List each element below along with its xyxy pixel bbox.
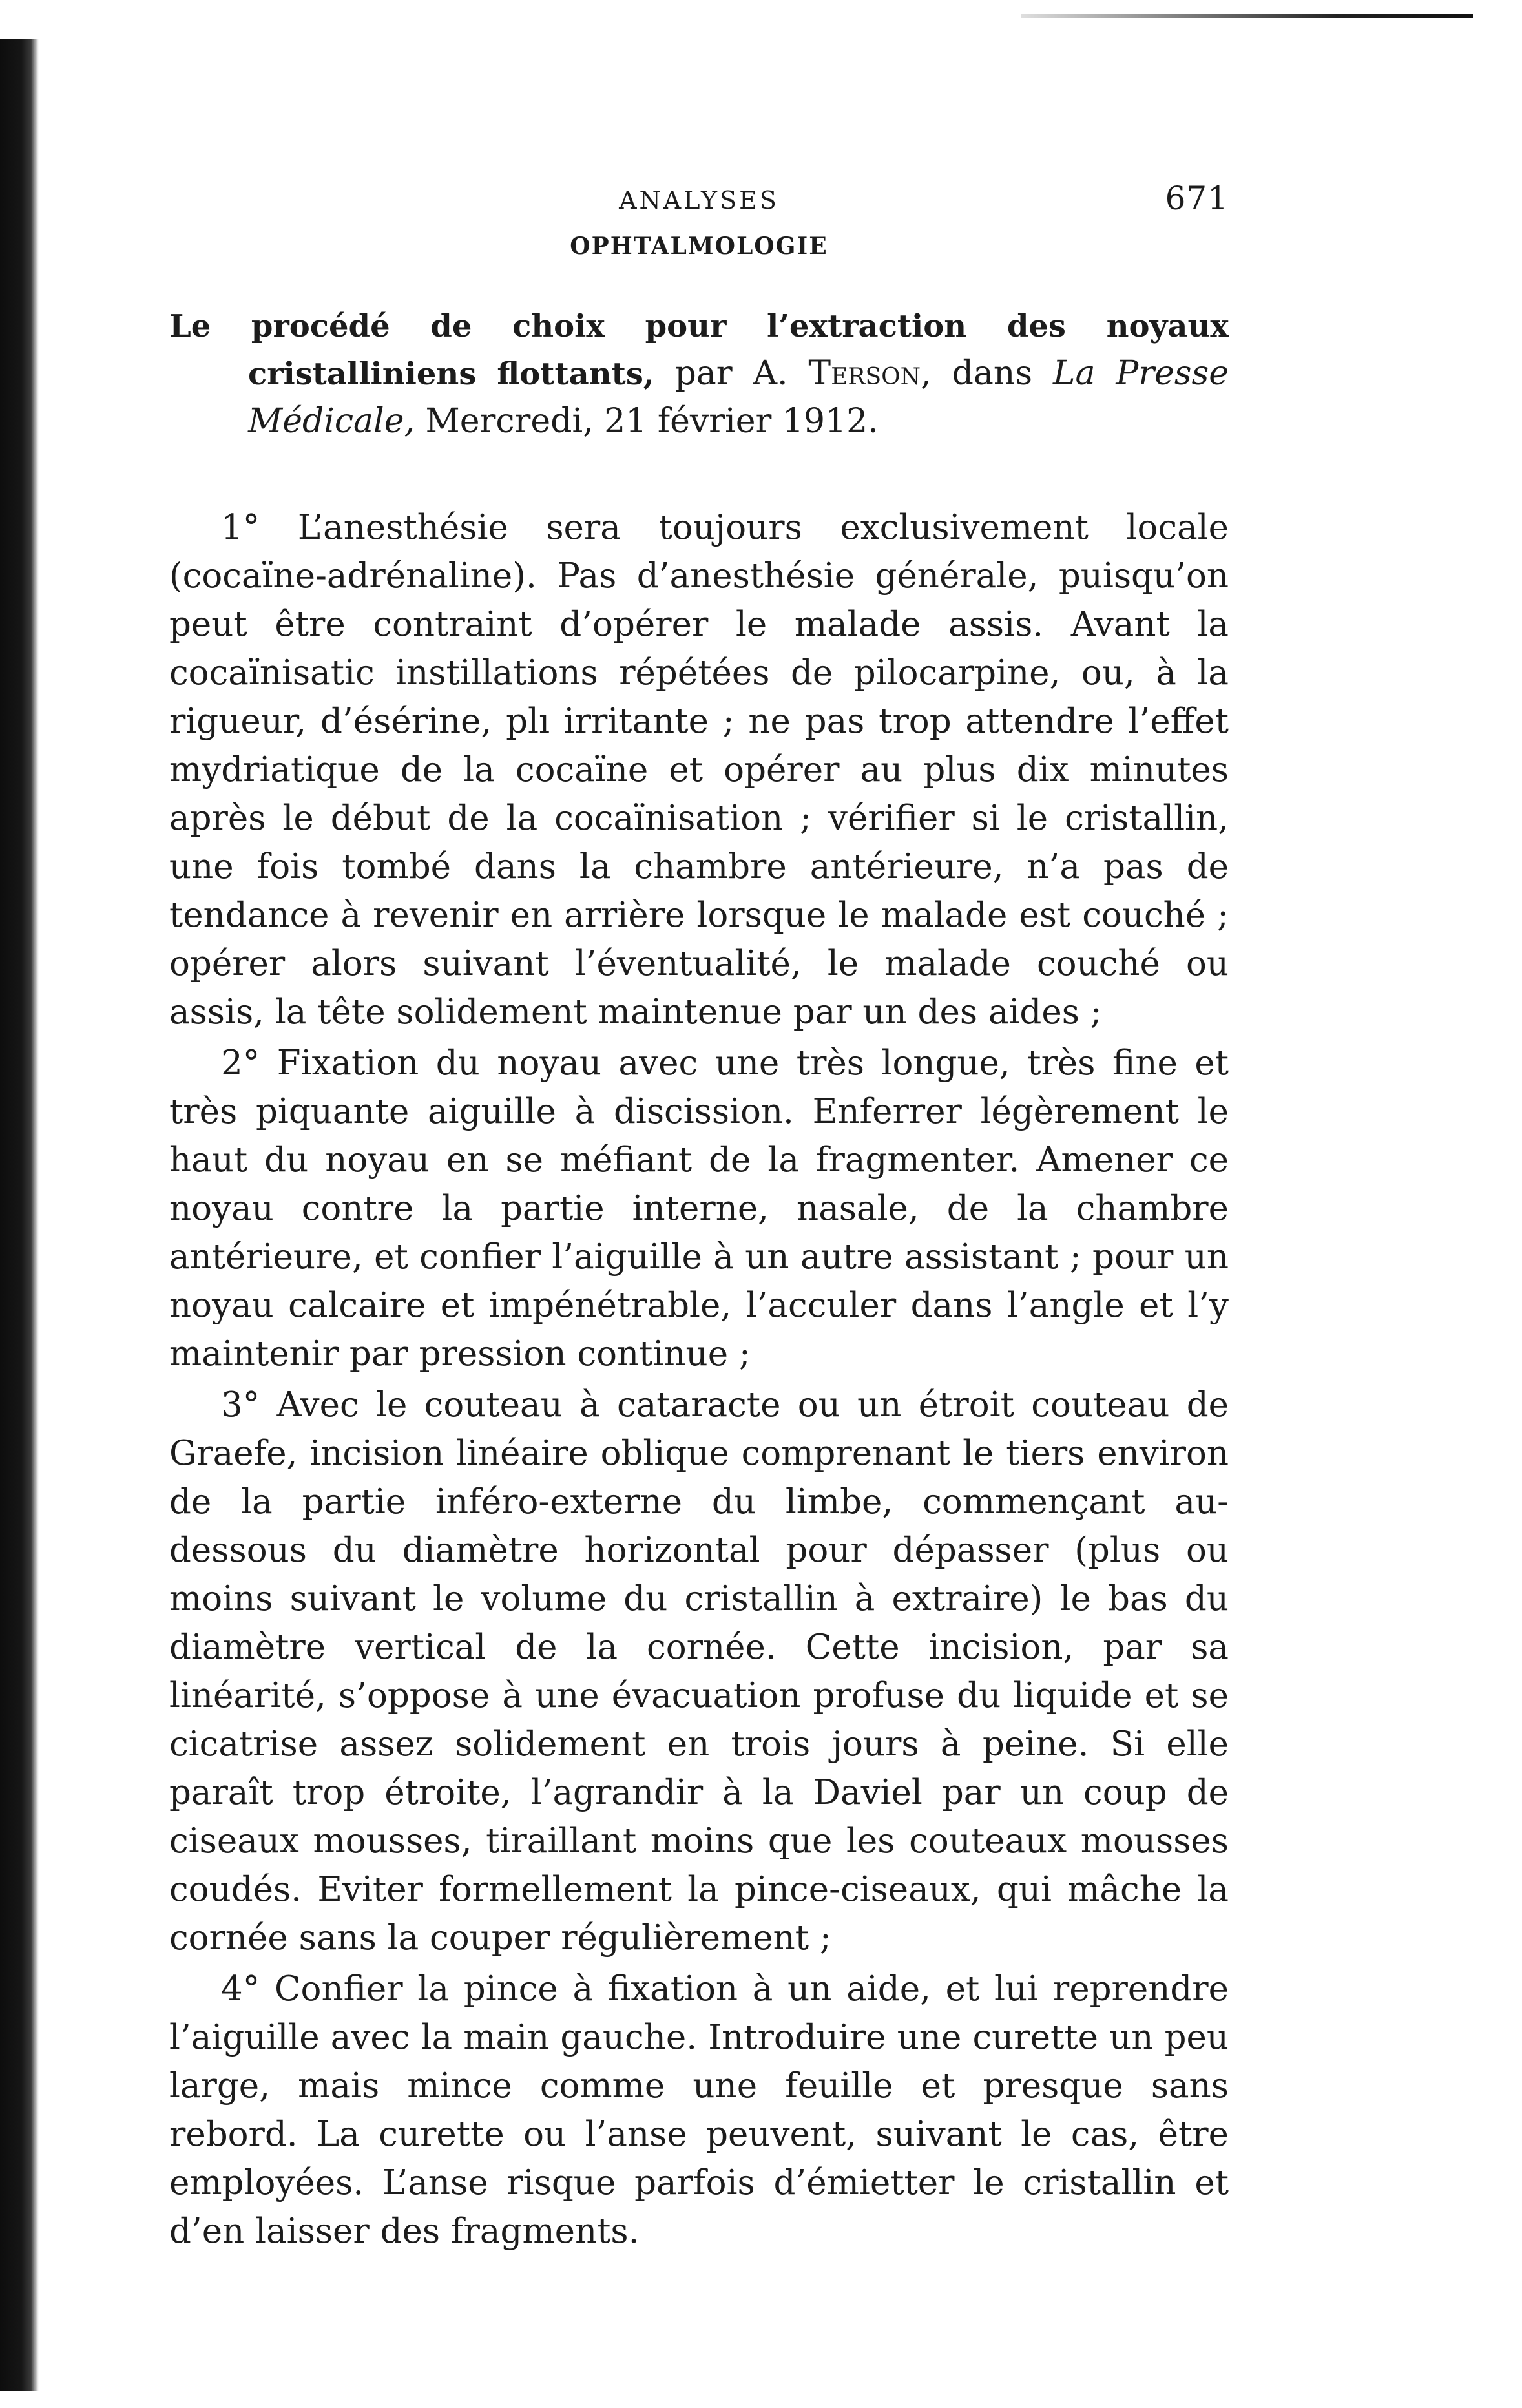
- section-heading: OPHTALMOLOGIE: [570, 233, 828, 260]
- article-title: Le procédé de choix pour l’extraction des noyaux cristalliniens flottants,: [169, 308, 1229, 392]
- article-by: par A.: [674, 354, 788, 393]
- article-heading: [169, 302, 1229, 445]
- paragraph-2: 2° Fixation du noyau avec une très longue, très fine et très piquante aiguille à discission. Enferrer légèrement le haut du noyau en se méfiant de la fragmenter. Amener ce noyau contre la partie interne, nasale, de la chambre antérieure, et confier l’aiguille à un autre assistant ; pour un noyau calcaire et impénétrable, l’acculer dans l’angle et l’y maintenir par pression continue ;: [169, 1043, 1229, 1374]
- article-journal: La Presse Médicale,: [248, 354, 1229, 441]
- paragraph-4: 4° Confier la pince à fixation à un aide, et lui reprendre l’aiguille avec la main gauche. Introduire une curette un peu large, mais mince comme une feuille et presque sans rebord. La curette ou l’anse peuvent, suivant le cas, être employées. L’anse risque parfois d’émietter le cristallin et d’en laisser des fragments.: [169, 1969, 1229, 2251]
- running-head-title: ANALYSES: [619, 186, 779, 215]
- page: [169, 174, 1229, 2258]
- scan-top-edge: [1021, 14, 1473, 18]
- article-in: dans: [952, 354, 1033, 393]
- page-number: 671: [1165, 180, 1229, 217]
- paragraph-1: 1° L’anesthésie sera toujours exclusivement locale (cocaïne-adrénaline). Pas d’anesthésie générale, puisqu’on peut être contraint d’opérer le malade assis. Avant la cocaïnisatic instillations répétées de pilocarpine, ou, à la rigueur, d’ésérine, plı irritante ; ne pas trop attendre l’effet mydriatique de la cocaïne et opérer au plus dix minutes après le début de la cocaïnisation ; vérifier si le cristallin, une fois tombé dans la chambre antérieure, n’a pas de tendance à revenir en arrière lorsque le malade est couché ; opérer alors suivant l’éventualité, le malade couché ou assis, la tête solidement maintenue par un des aides ;: [169, 508, 1229, 1032]
- article-author: Terson,: [808, 354, 932, 393]
- article-date: Mercredi, 21 février 1912.: [425, 402, 879, 441]
- paragraph-3: 3° Avec le couteau à cataracte ou un étroit couteau de Graefe, incision linéaire oblique comprenant le tiers environ de la partie inféro-externe du limbe, commençant au-dessous du diamètre horizontal pour dépasser (plus ou moins suivant le volume du cristallin à extraire) le bas du diamètre vertical de la cornée. Cette incision, par sa linéarité, s’oppose à une évacuation profuse du liquide et se cicatrise assez solidement en trois jours à peine. Si elle paraît trop étroite, l’agrandir à la Daviel par un coup de ciseaux mousses, tiraillant moins que les couteaux mousses coudés. Eviter formellement la pince-ciseaux, qui mâche la cornée sans la couper régulièrement ;: [169, 1385, 1229, 1958]
- running-head: [169, 174, 1229, 220]
- scan-binding-shadow: [0, 39, 39, 2391]
